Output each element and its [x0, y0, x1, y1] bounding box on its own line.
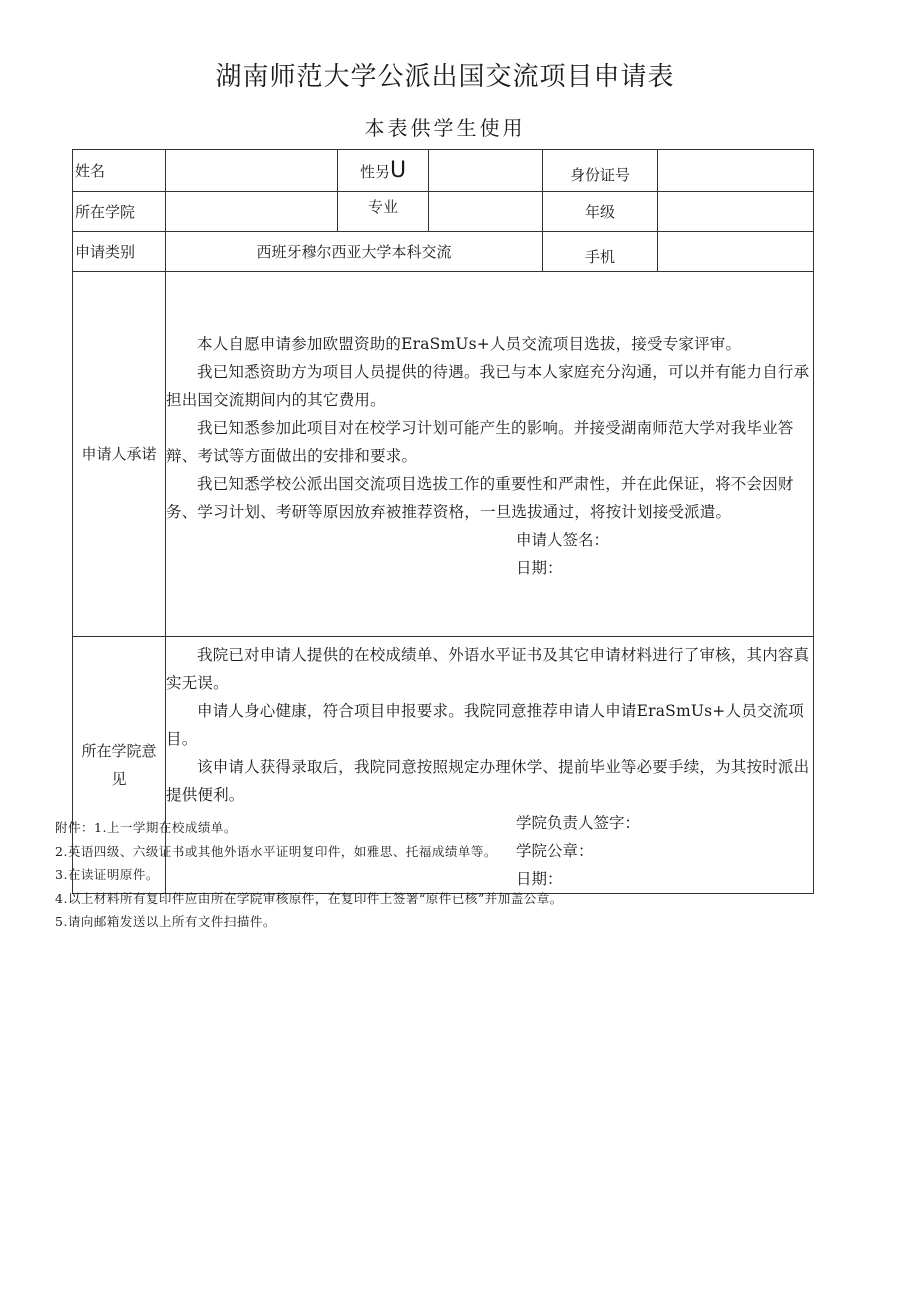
- opinion-paragraph: 申请人身心健康，符合项目申报要求。我院同意推荐申请人申请EraSmUs+人员交流项目。: [166, 702, 804, 748]
- opinion-paragraph: 我院已对申请人提供的在校成绩单、外语水平证书及其它申请材料进行了审核，其内容真实无误。: [166, 646, 810, 692]
- commitment-paragraph: 我已知悉学校公派出国交流项目选拔工作的重要性和严肃性，并在此保证，将不会因财务、学习计划、考研等原因放弃被推荐资格，一旦选拔通过，将按计划接受派遣。: [166, 475, 794, 521]
- major-field[interactable]: [429, 192, 543, 232]
- name-field[interactable]: [166, 150, 338, 192]
- form-title: 湖南师范大学公派出国交流项目申请表: [215, 62, 675, 92]
- application-type-label: 申请类别: [73, 232, 166, 272]
- phone-label: 手机: [543, 232, 658, 272]
- name-label: 姓名: [73, 150, 166, 192]
- id-number-label: 身份证号: [543, 150, 658, 192]
- commitment-label: 申请人承诺: [73, 272, 166, 637]
- grade-label: 年级: [543, 192, 658, 232]
- gender-field[interactable]: [429, 150, 543, 192]
- attachment-notes: [55, 816, 835, 934]
- note-item: 附件：1.上一学期在校成绩单。: [55, 820, 237, 835]
- gender-label-mark: U: [389, 158, 407, 183]
- form-subtitle: 本表供学生使用: [364, 116, 526, 140]
- major-label: 专业: [338, 192, 429, 232]
- applicant-date-label: 日期：: [516, 559, 563, 577]
- commitment-paragraph: 我已知悉参加此项目对在校学习计划可能产生的影响。并接受湖南师范大学对我毕业答辩、考试等方面做出的安排和要求。: [166, 419, 794, 465]
- applicant-signature-label: 申请人签名：: [516, 531, 610, 549]
- college-seal-label: 学院公章：: [516, 842, 594, 860]
- college-date-label: 日期：: [516, 870, 563, 888]
- note-item: 4.以上材料所有复印件应由所在学院审核原件，在复印件上签署“原件已核”并加盖公章。: [55, 890, 563, 906]
- note-item: 2.英语四级、六级证书或其他外语水平证明复印件，如雅思、托福成绩单等。: [55, 843, 497, 859]
- phone-field[interactable]: [658, 232, 814, 272]
- commitment-content: [166, 272, 814, 637]
- commitment-paragraph: 我已知悉资助方为项目人员提供的待遇。我已与本人家庭充分沟通，可以并有能力自行承担出国交流期间内的其它费用。: [166, 363, 810, 409]
- application-type-value: 西班牙穆尔西亚大学本科交流: [166, 232, 543, 272]
- opinion-paragraph: 该申请人获得录取后，我院同意按照规定办理休学、提前毕业等必要手续，为其按时派出提供便利。: [166, 758, 810, 804]
- note-item: 5.请向邮箱发送以上所有文件扫描件。: [55, 914, 276, 929]
- id-number-field[interactable]: [658, 150, 814, 192]
- college-opinion-label: 所在学院意见: [73, 637, 166, 894]
- grade-field[interactable]: [658, 192, 814, 232]
- college-field[interactable]: [166, 192, 338, 232]
- commitment-paragraph: 本人自愿申请参加欧盟资助的EraSmUs+人员交流项目选拔，接受专家评审。: [197, 335, 742, 353]
- gender-label: [338, 150, 429, 192]
- application-form-table: [72, 149, 814, 894]
- gender-label-text: 性另: [359, 163, 390, 181]
- note-item: 3.在读证明原件。: [55, 867, 159, 882]
- college-head-signature-label: 学院负责人签字：: [516, 814, 641, 832]
- college-label: 所在学院: [73, 192, 166, 232]
